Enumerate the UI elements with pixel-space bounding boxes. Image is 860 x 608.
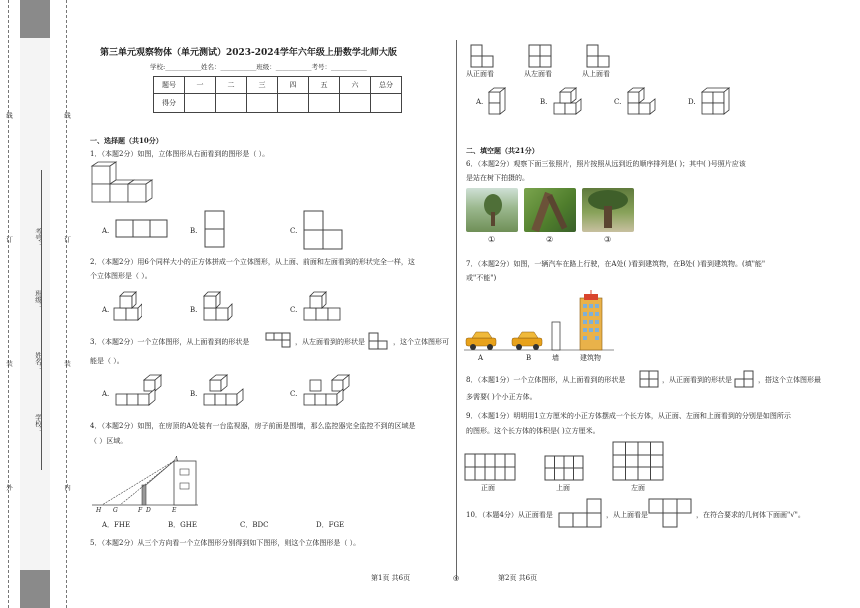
q1-solid-figure	[90, 160, 154, 204]
car-a-icon	[466, 332, 496, 350]
q8-front-view-figure	[734, 370, 754, 388]
q4-option-d[interactable]: D．FGE	[316, 521, 345, 529]
binding-dashed-line-outer	[8, 0, 9, 608]
question-6-line2: 是站在树下拍摄的。	[466, 174, 529, 182]
score-input-cell[interactable]	[309, 94, 340, 113]
q7-label-building: 建筑物	[580, 354, 601, 362]
q4-label-e: E	[172, 507, 177, 514]
q5-option-b-figure[interactable]	[552, 86, 582, 116]
score-table	[153, 76, 402, 113]
q7-car-building-diagram	[464, 290, 614, 354]
binding-field-banji: 班级：	[34, 290, 42, 310]
score-input-cell[interactable]	[371, 94, 402, 113]
q2-option-b-figure[interactable]	[202, 290, 236, 324]
score-input-cell[interactable]	[216, 94, 247, 113]
q6-photo-1	[466, 188, 518, 232]
q3-option-c-label: C.	[290, 390, 298, 398]
car-b-icon	[512, 332, 542, 350]
binding-label-ding-outer: 订	[5, 236, 13, 243]
q5-view-label-front: 从正面看	[466, 70, 494, 78]
q3-option-c-figure[interactable]	[302, 372, 354, 412]
score-cell: 四	[278, 77, 309, 94]
building-icon	[580, 290, 602, 350]
question-8-part3: ，搭这个立体图形最	[758, 376, 821, 384]
question-4-line2: （ ）区域。	[90, 437, 128, 445]
question-8-part4: 多需要( )个小正方体。	[466, 393, 537, 401]
q5-option-d-figure[interactable]	[700, 86, 730, 116]
score-input-cell[interactable]	[247, 94, 278, 113]
score-cell: 三	[247, 77, 278, 94]
question-7-line2: 或"不能")	[466, 274, 497, 282]
score-input-cell[interactable]	[185, 94, 216, 113]
question-10-part3: ，在符合要求的几何体下面画"√"。	[696, 511, 805, 519]
binding-field-xuexiao: 学校：	[34, 414, 42, 434]
footer-page-1: 第1页 共6页	[371, 574, 411, 582]
q9-label-front: 正面	[481, 484, 495, 492]
q3-option-b-figure[interactable]	[202, 372, 252, 412]
q4-option-a[interactable]: A．FHE	[102, 521, 131, 529]
student-info-line: 学校:___________姓名：___________班级：___________考号：___________	[150, 63, 367, 71]
q1-option-a-label: A.	[102, 227, 110, 235]
q6-photo-1-label: ①	[488, 235, 496, 244]
question-7-line1: 7．（本题2分）如图，一辆汽车在路上行驶，在A处( )看到建筑物，在B处( )看到建筑物。(填"能"	[466, 260, 766, 268]
page-title: 第三单元观察物体（单元测试）2023-2024学年六年级上册数学北师大版	[100, 48, 397, 58]
q2-option-a-label: A.	[102, 306, 110, 314]
binding-label-zhuang-inner: 装	[63, 360, 71, 367]
q4-label-f: F	[138, 507, 143, 514]
q4-label-g: G	[113, 507, 118, 514]
question-1: 1．（本题2分）如图，立体图形从右面看到的图形是（ ）。	[90, 150, 270, 158]
q4-label-h: H	[96, 507, 102, 514]
q3-option-b-label: B.	[190, 390, 198, 398]
q3-option-a-figure[interactable]	[114, 372, 164, 412]
q8-top-view-figure	[639, 370, 659, 388]
binding-field-xingming: 姓名：	[34, 352, 42, 372]
score-table-header-row	[154, 77, 402, 94]
q2-option-b-label: B.	[190, 306, 198, 314]
q1-option-b-label: B.	[190, 227, 198, 235]
q1-option-c-figure[interactable]	[303, 210, 345, 250]
q9-left-view-figure	[612, 441, 664, 481]
question-3-part4: 能是（ ）。	[90, 357, 124, 365]
binding-label-xian-outer: 线	[5, 112, 13, 119]
q5-top-view	[586, 44, 612, 68]
binding-label-xian-inner: 线	[63, 112, 71, 119]
q4-label-a: A	[174, 456, 179, 463]
q6-photo-3-label: ③	[604, 235, 612, 244]
question-5: 5．（本题2分）从三个方向看一个立体图形分别得到如下图形，则这个立体图形是（ ）。	[90, 539, 361, 547]
question-9-line1: 9．（本题1分）明明用1立方厘米的小正方体摆成一个长方体，从正面、左面和上面看到的分别是如图所示	[466, 412, 791, 420]
score-cell: 总分	[371, 77, 402, 94]
q5-option-c-figure[interactable]	[626, 86, 656, 116]
score-cell: 六	[340, 77, 371, 94]
q5-view-label-left: 从左面看	[524, 70, 552, 78]
q9-top-view-figure	[544, 455, 584, 481]
q2-option-c-figure[interactable]	[302, 290, 342, 324]
footer-separator: ◎	[453, 574, 460, 582]
question-6-line1: 6．（本题2分）观察下面三张照片，照片按照从远到近的顺序排列是( )；其中( )号照片应该	[466, 160, 746, 168]
question-9-line2: 的图形。这个长方体的体积是( )立方厘米。	[466, 427, 600, 435]
q10-front-view-figure	[558, 498, 602, 528]
q7-label-b: B	[526, 354, 532, 362]
question-2-line2: 个立体图形是（ ）。	[90, 272, 152, 280]
footer-page-2: 第2页 共6页	[498, 574, 538, 582]
question-2-line1: 2．（本题2分）用6个同样大小的正方体拼成一个立体图形，从上面、前面和左面看到的形状完全一样，这	[90, 258, 415, 266]
q5-option-d-label: D.	[688, 98, 696, 106]
q3-option-a-label: A.	[102, 390, 110, 398]
binding-field-lines	[41, 170, 42, 470]
score-cell: 得分	[154, 94, 185, 113]
page-divider	[456, 40, 457, 580]
q5-option-b-label: B.	[540, 98, 548, 106]
question-3-part1: 3．（本题2分）一个立体图形，从上面看到的形状是	[90, 338, 250, 346]
q7-label-a: A	[478, 354, 484, 362]
section1-heading: 一、选择题（共10分）	[90, 136, 163, 145]
score-cell: 题号	[154, 77, 185, 94]
binding-label-ding-inner: 订	[63, 236, 71, 243]
q7-label-wall: 墙	[552, 354, 559, 362]
q9-label-left: 左面	[631, 484, 645, 492]
score-cell: 一	[185, 77, 216, 94]
q10-top-view-figure	[648, 498, 692, 528]
q6-photo-3	[582, 188, 634, 232]
q5-option-a-figure[interactable]	[487, 86, 511, 116]
q5-front-view	[470, 44, 496, 68]
q5-left-view	[528, 44, 554, 68]
q5-option-c-label: C.	[614, 98, 622, 106]
binding-label-zhuang-outer: 装	[5, 360, 13, 367]
question-4-line1: 4．（本题2分）如图，在房顶的A处装有一台监视器，房子前面是围墙，那么监控器完全监控不到的区域是	[90, 422, 416, 430]
question-3-part2: ，从左面看到的形状是	[295, 338, 365, 346]
q3-top-view-figure	[265, 332, 293, 348]
binding-dashed-line-inner	[66, 0, 67, 608]
q4-option-c[interactable]: C．BDC	[240, 521, 269, 529]
q4-monitor-diagram	[90, 455, 200, 517]
q9-label-top: 上面	[556, 484, 570, 492]
binding-field-kaohao: 考号：	[34, 228, 42, 248]
question-8-part1: 8．（本题1分）一个立体图形，从上面看到的形状是	[466, 376, 626, 384]
q3-left-view-figure	[368, 332, 388, 350]
q4-option-b[interactable]: B．GHE	[168, 521, 197, 529]
q2-option-a-figure[interactable]	[112, 290, 142, 324]
q2-option-c-label: C.	[290, 306, 298, 314]
question-8-part2: ，从正面看到的形状是	[662, 376, 732, 384]
section2-heading: 二、填空题（共21分）	[466, 146, 539, 155]
q5-view-label-top: 从上面看	[582, 70, 610, 78]
score-input-cell[interactable]	[340, 94, 371, 113]
q9-front-view-figure	[464, 453, 516, 481]
binding-label-wai: 外	[5, 484, 13, 491]
q1-option-b-figure[interactable]	[204, 210, 226, 248]
q6-photo-2-label: ②	[546, 235, 554, 244]
q4-label-d: D	[146, 507, 151, 514]
score-cell: 二	[216, 77, 247, 94]
score-cell: 五	[309, 77, 340, 94]
score-input-cell[interactable]	[278, 94, 309, 113]
q1-option-c-label: C.	[290, 227, 298, 235]
q6-photo-2	[524, 188, 576, 232]
question-10-part1: 10．（本题4分）从正面看是	[466, 511, 553, 519]
score-table-score-row	[154, 94, 402, 113]
q5-option-a-label: A.	[476, 98, 484, 106]
q1-option-a-figure[interactable]	[115, 219, 170, 239]
question-3-part3: ，这个立体图形可	[393, 338, 449, 346]
question-10-part2: ，从上面看是	[606, 511, 648, 519]
binding-label-nei: 内	[63, 484, 71, 491]
